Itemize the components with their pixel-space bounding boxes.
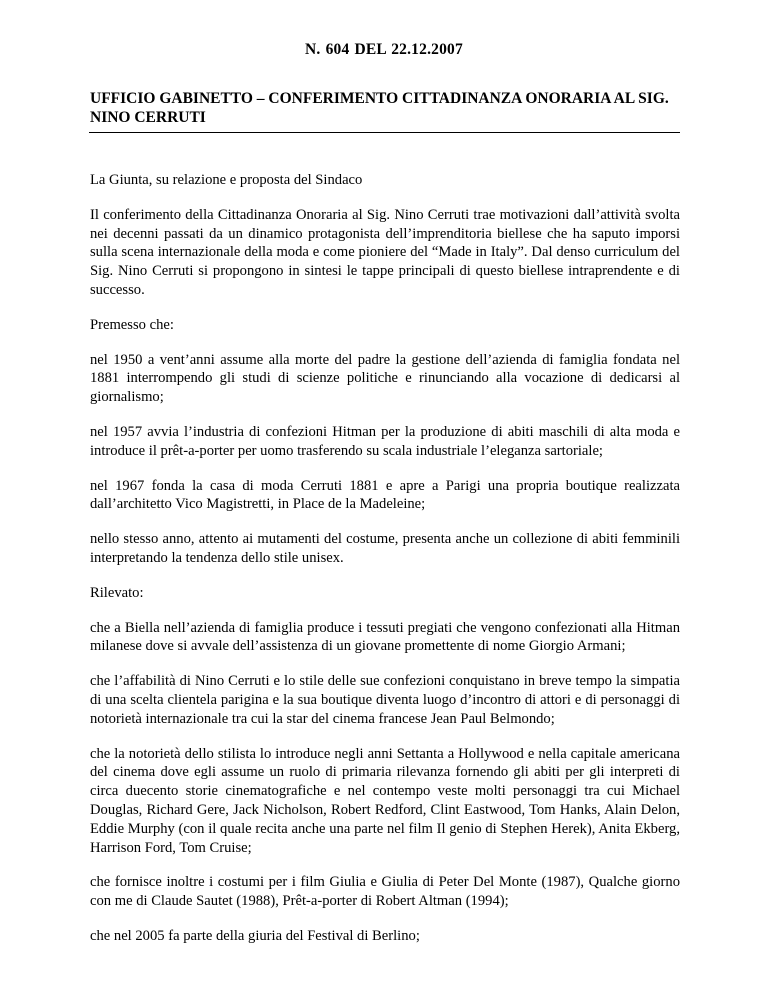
paragraph-hollywood: che la notorietà dello stilista lo introduce negli anni Settanta a Hollywood e nella capitale americana del cinema dove egli assume un ruolo di primaria rilevanza fornendo gli abiti per gli interpreti di circa duecento storie cinematografiche e nel contempo veste molti personaggi tra cui Michael Douglas, Richard Gere, Jack Nicholson, Robert Redford, Clint Eastwood, Tom Hanks, Alain Delon, Eddie Murphy (con il quale recita anche una parte nel film Il genio di Stephen Herek), Anita Ekberg, Harrison Ford, Tom Cruise; <box>90 745 680 856</box>
paragraph-premesso-heading: Premesso che: <box>90 316 174 333</box>
paragraph-costumi: che fornisce inoltre i costumi per i film Giulia e Giulia di Peter Del Monte (1987), Qualche giorno con me di Claude Sautet (1988), Prêt-a-porter di Robert Altman (1994); <box>90 874 680 910</box>
paragraph-unisex: nello stesso anno, attento ai mutamenti del costume, presenta anche un collezione di abiti femminili interpretando la tendenza dello stile unisex. <box>90 531 680 566</box>
paragraph-1957: nel 1957 avvia l’industria di confezioni Hitman per la produzione di abiti maschili di alta moda e introduce il prêt-a-porter per uomo trasferendo su scala industriale l’eleganza sartoriale; <box>90 423 680 459</box>
header-divider <box>89 132 680 133</box>
paragraph-rilevato-heading: Rilevato: <box>90 584 144 601</box>
paragraph-1967: nel 1967 fonda la casa di moda Cerruti 1881 e apre a Parigi una propria boutique realizzata dall’architetto Vico Magistretti, in Place de la Madeleine; <box>90 477 680 513</box>
paragraph-biella: che a Biella nell’azienda di famiglia produce i tessuti pregiati che vengono confezionati alla Hitman milanese dove si avvale dell’assistenza di un giovane promettente di nome Giorgio Armani; <box>90 619 680 655</box>
paragraph-parigi: che l’affabilità di Nino Cerruti e lo stile delle sue confezioni conquistano in breve tempo la simpatia di una scelta clientela parigina e la sua boutique diventa luogo d’incontro di attori e di personaggi di notorietà internazionale tra cui la star del cinema francese Jean Paul Belmondo; <box>90 673 680 727</box>
paragraph-1950: nel 1950 a vent’anni assume alla morte del padre la gestione dell’azienda di famiglia fondata nel 1881 interrompendo gli studi di scienze politiche e rinunciando alla vocazione di dedicarsi al giornalismo; <box>90 351 680 406</box>
paragraph-berlino: che nel 2005 fa parte della giuria del Festival di Berlino; <box>90 927 420 944</box>
document-subject: UFFICIO GABINETTO – CONFERIMENTO CITTADINANZA ONORARIA AL SIG. NINO CERRUTI <box>90 90 669 126</box>
document-number: N. 604 DEL 22.12.2007 <box>305 41 463 58</box>
document-body <box>90 171 680 962</box>
paragraph-intro: La Giunta, su relazione e proposta del Sindaco <box>90 172 363 188</box>
paragraph-motivation: Il conferimento della Cittadinanza Onoraria al Sig. Nino Cerruti trae motivazioni dall’attività svolta nei decenni passati da un dinamico protagonista dell’imprenditoria biellese che ha saputo imporsi sulla scena internazionale della moda e come pioniere del “Made in Italy”. Dal denso curriculum del Sig. Nino Cerruti si propongono in sintesi le tappe principali di questo biellese intraprendente e di successo. <box>90 206 680 298</box>
